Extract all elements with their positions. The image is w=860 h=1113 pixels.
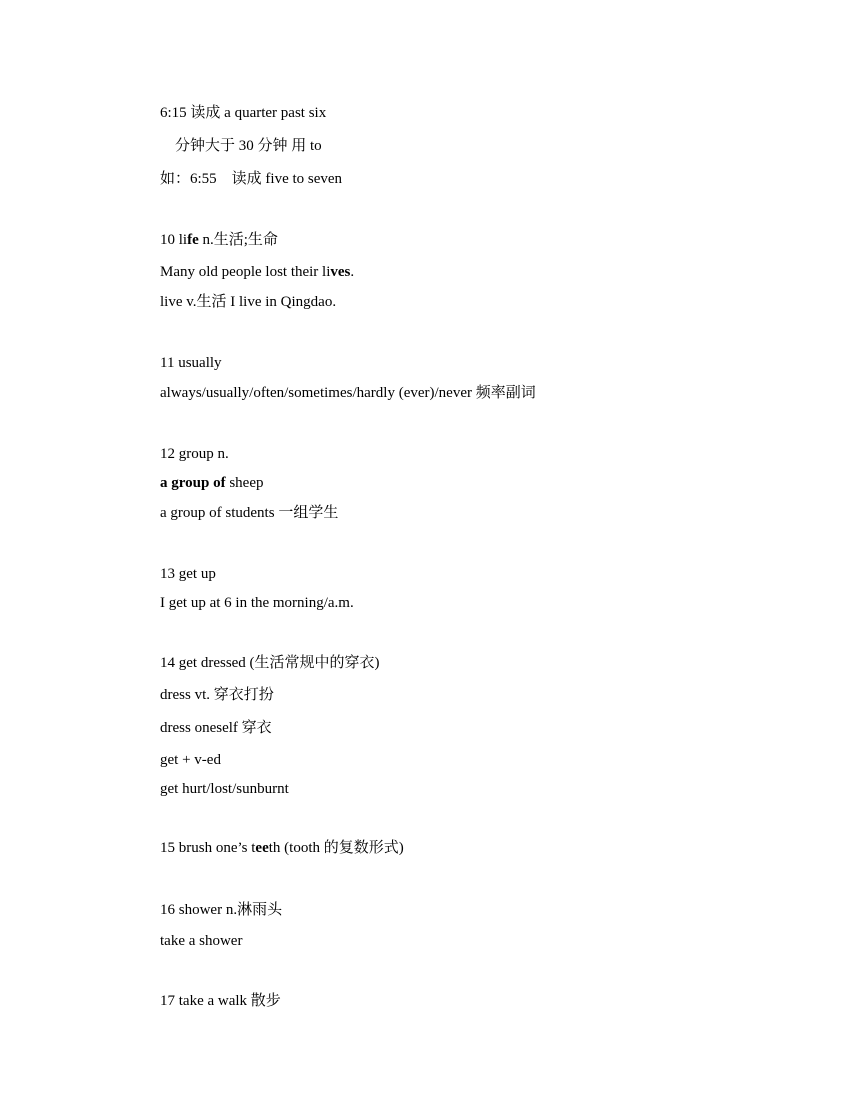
item-10-heading-part: 10 li [160, 232, 188, 248]
item-14-heading: 14 get dressed (生活常规中的穿衣) [160, 655, 380, 671]
item-13-example: I get up at 6 in the morning/a.m. [160, 595, 354, 611]
item-11-heading: 11 usually [160, 355, 222, 371]
item-10-example-bold: ves [330, 264, 351, 280]
item-12-students-line: a group of students 一组学生 [160, 505, 339, 521]
item-10-example-part: . [350, 264, 355, 280]
item-14-line: get hurt/lost/sunburnt [160, 781, 289, 797]
time-example-line: 如：6:55 读成 five to seven [160, 171, 343, 187]
time-rule-line: 分钟大于 30 分钟 用 to [175, 138, 322, 154]
item-10-heading-bold: fe [187, 232, 199, 248]
item-10-heading-part: n.生活;生命 [198, 232, 278, 248]
item-12-example [160, 474, 263, 492]
item-14-line: dress oneself 穿衣 [160, 720, 272, 736]
item-13-heading: 13 get up [160, 566, 216, 582]
item-15-heading [160, 839, 404, 857]
item-12-heading: 12 group n. [160, 446, 229, 462]
item-15-bold: ee [255, 840, 269, 856]
item-10-live-line: live v.生活 I live in Qingdao. [160, 294, 337, 310]
item-10-example [160, 263, 354, 281]
item-14-line: dress vt. 穿衣打扮 [160, 687, 274, 703]
item-11-adverbs-line: always/usually/often/sometimes/hardly (ever)/never 频率副词 [160, 385, 536, 401]
item-10-heading [160, 231, 278, 249]
item-15-part: 15 brush one’s t [160, 840, 256, 856]
item-16-example: take a shower [160, 933, 243, 949]
item-15-part: th (tooth 的复数形式) [268, 840, 404, 856]
item-12-example-bold: a group of [160, 475, 226, 491]
item-16-heading: 16 shower n.淋雨头 [160, 902, 283, 918]
item-12-example-part: sheep [225, 475, 264, 491]
item-10-example-part: Many old people lost their li [160, 264, 331, 280]
time-reading-line: 6:15 读成 a quarter past six [160, 105, 327, 121]
item-14-line: get + v-ed [160, 752, 221, 768]
item-17-heading: 17 take a walk 散步 [160, 993, 281, 1009]
